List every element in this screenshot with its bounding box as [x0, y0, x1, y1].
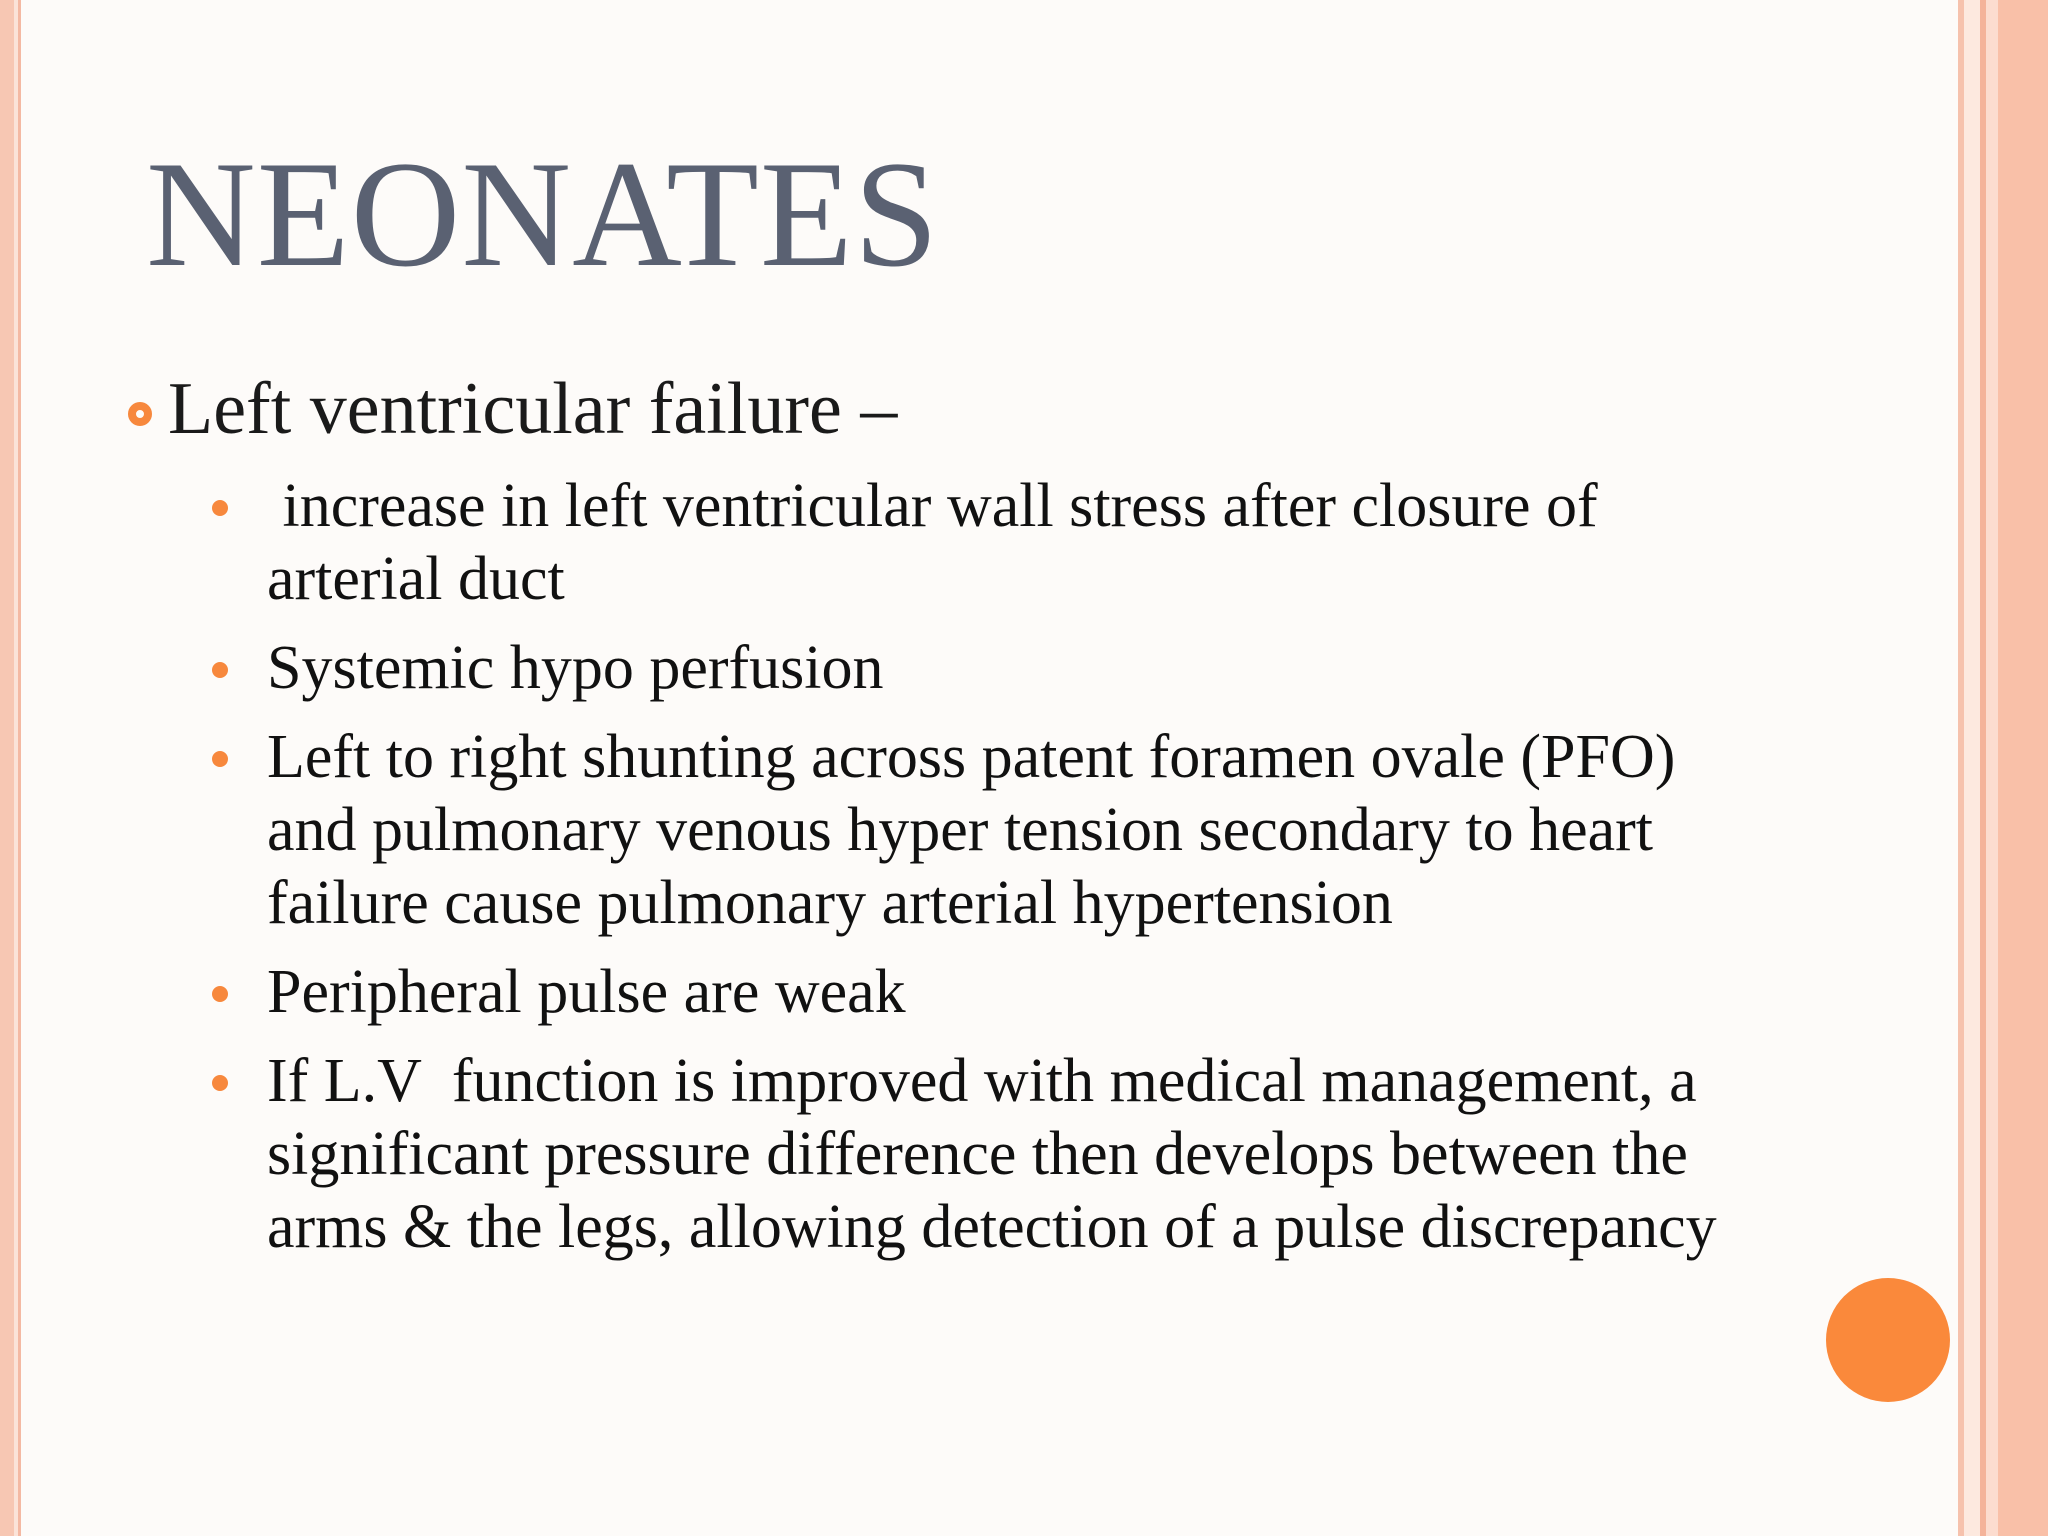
main-bullet: [128, 368, 898, 450]
left-border-stripe: [0, 0, 14, 1536]
ring-bullet-icon: [128, 402, 152, 426]
right-border-stripe: [1964, 0, 1980, 1536]
left-border-stripe: [18, 0, 21, 1536]
sub-bullet-item: [208, 956, 1768, 1029]
bullet-dot-icon: [212, 500, 228, 516]
sub-bullet-text: Systemic hypo perfusion: [267, 634, 884, 702]
sub-bullet-text: increase in left ventricular wall stress after closure of arterial duct: [267, 472, 1614, 613]
sub-bullet-text: If L.V function is improved with medical management, a significant pressure difference then develops between the arms & the legs, allowing detection of a pulse discrepancy: [267, 1047, 1717, 1261]
decorative-circle: [1826, 1278, 1950, 1402]
bullet-dot-icon: [212, 986, 228, 1002]
sub-bullet-text: Left to right shunting across patent foramen ovale (PFO) and pulmonary venous hyper tension secondary to heart failure cause pulmonary arterial hypertension: [267, 723, 1676, 937]
main-bullet-text: Left ventricular failure –: [168, 368, 898, 450]
bullet-dot-icon: [212, 751, 228, 767]
right-border-stripe: [1998, 0, 2048, 1536]
sub-bullet-item: [208, 470, 1768, 616]
slide-title: NEONATES: [146, 130, 940, 298]
sub-bullet-item: [208, 1045, 1768, 1264]
sub-bullet-item: [208, 721, 1768, 940]
bullet-dot-icon: [212, 1075, 228, 1091]
sub-bullet-item: [208, 632, 1768, 705]
sub-bullet-text: Peripheral pulse are weak: [267, 958, 906, 1026]
right-border-stripe: [1986, 0, 1998, 1536]
bullet-dot-icon: [212, 662, 228, 678]
sub-bullet-list: [208, 470, 1768, 1280]
